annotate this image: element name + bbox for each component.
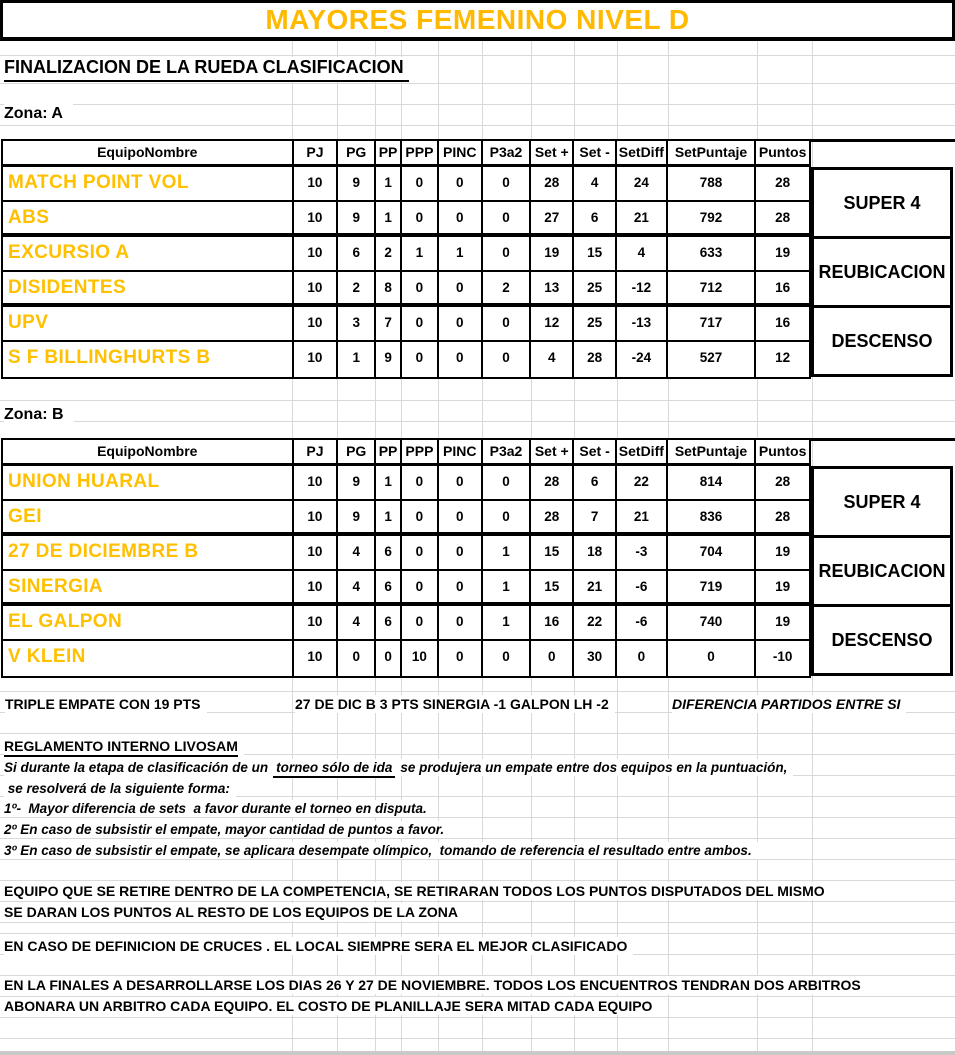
stat-cell: 0 bbox=[402, 342, 439, 377]
gridline bbox=[0, 125, 955, 126]
stat-cell: -6 bbox=[617, 571, 668, 602]
stat-cell: 0 bbox=[483, 342, 532, 377]
stat-cell: 19 bbox=[775, 245, 791, 260]
stat-cell: 2 bbox=[338, 272, 376, 303]
table-row bbox=[3, 307, 809, 342]
stat-cell: 0 bbox=[439, 641, 483, 676]
table-row bbox=[3, 641, 809, 676]
column-header: PPP bbox=[402, 440, 439, 463]
stat-cell: 12 bbox=[775, 350, 791, 365]
gridline bbox=[0, 922, 955, 923]
stat-cell: 0 bbox=[483, 202, 532, 233]
team-name: GEI bbox=[3, 501, 294, 532]
classification-box: SUPER 4 bbox=[811, 167, 953, 239]
stat-cell: 28 bbox=[775, 509, 791, 524]
stat-cell: 19 bbox=[775, 579, 791, 594]
stat-cell: -13 bbox=[617, 307, 668, 340]
header-border-extension bbox=[810, 438, 955, 441]
stat-cell: 10 bbox=[294, 501, 339, 532]
stat-cell: 28 bbox=[531, 466, 574, 499]
stat-cell: 21 bbox=[574, 571, 617, 602]
stat-cell: 25 bbox=[574, 307, 617, 340]
stat-cell: 0 bbox=[439, 307, 483, 340]
stat-cell: 0 bbox=[483, 466, 532, 499]
stat-cell: 0 bbox=[338, 641, 376, 676]
stat-cell: 10 bbox=[294, 272, 339, 303]
stat-cell: 25 bbox=[574, 272, 617, 303]
stat-cell: 0 bbox=[402, 466, 439, 499]
note-retirement-1: EQUIPO QUE SE RETIRE DENTRO DE LA COMPETENCIA, SE RETIRARAN TODOS LOS PUNTOS DISPUTADOS DEL MISMO bbox=[4, 882, 831, 900]
stat-cell: 0 bbox=[617, 641, 668, 676]
stat-cell: -12 bbox=[617, 272, 668, 303]
stat-cell: 28 bbox=[775, 474, 791, 489]
gridline bbox=[0, 933, 955, 934]
stat-cell: 704 bbox=[668, 536, 757, 569]
zone-b-label: Zona: B bbox=[4, 405, 74, 425]
stat-cell: 0 bbox=[439, 342, 483, 377]
stat-cell: 0 bbox=[402, 536, 439, 569]
column-header: SetDiff bbox=[617, 440, 668, 463]
classification-box: REUBICACION bbox=[811, 535, 953, 607]
stat-cell: 10 bbox=[294, 606, 339, 639]
column-header: EquipoNombre bbox=[3, 141, 294, 164]
stat-cell: 21 bbox=[617, 501, 668, 532]
stat-cell: -6 bbox=[617, 606, 668, 639]
header-border-extension bbox=[810, 139, 955, 142]
stat-cell: 4 bbox=[338, 571, 376, 602]
table-row bbox=[3, 606, 809, 641]
team-name: MATCH POINT VOL bbox=[3, 167, 294, 200]
stat-cell: 0 bbox=[483, 641, 532, 676]
note-crosses: EN CASO DE DEFINICION DE CRUCES . EL LOCAL SIEMPRE SERA EL MEJOR CLASIFICADO bbox=[4, 937, 633, 955]
gridline bbox=[0, 1017, 955, 1018]
stat-cell: 2 bbox=[483, 272, 532, 303]
column-header: PINC bbox=[439, 440, 483, 463]
zone-a-label: Zona: A bbox=[4, 104, 73, 124]
regulation-item-2: 2º En caso de subsistir el empate, mayor cantidad de puntos a favor. bbox=[4, 821, 450, 838]
column-header: EquipoNombre bbox=[3, 440, 294, 463]
stat-cell: 4 bbox=[531, 342, 574, 377]
stat-cell: 9 bbox=[338, 202, 376, 233]
team-name: S F BILLINGHURTS B bbox=[3, 342, 294, 377]
team-name: V KLEIN bbox=[3, 641, 294, 676]
stat-cell: 15 bbox=[574, 237, 617, 270]
stat-cell: 30 bbox=[574, 641, 617, 676]
stat-cell: 12 bbox=[531, 307, 574, 340]
stat-cell: 28 bbox=[574, 342, 617, 377]
stat-cell: 0 bbox=[483, 237, 532, 270]
stat-cell: 814 bbox=[668, 466, 757, 499]
table-header-row bbox=[3, 141, 809, 167]
stat-cell: 0 bbox=[668, 641, 757, 676]
stat-cell: 16 bbox=[531, 606, 574, 639]
stat-cell: 788 bbox=[668, 167, 757, 200]
stat-cell: 6 bbox=[338, 237, 376, 270]
stat-cell: 0 bbox=[439, 501, 483, 532]
stat-cell: 1 bbox=[376, 466, 402, 499]
stat-cell: 2 bbox=[376, 237, 402, 270]
gridline bbox=[0, 817, 955, 818]
column-header: Set + bbox=[531, 141, 574, 164]
column-header: PP bbox=[376, 440, 402, 463]
stat-cell: 24 bbox=[617, 167, 668, 200]
team-name: DISIDENTES bbox=[3, 272, 294, 303]
stat-cell: 13 bbox=[531, 272, 574, 303]
sheet-bottom-edge bbox=[0, 1051, 955, 1055]
tiebreak-note-criterion: DIFERENCIA PARTIDOS ENTRE SI bbox=[672, 695, 906, 713]
gridline bbox=[0, 55, 955, 56]
stat-cell: 1 bbox=[376, 501, 402, 532]
team-name: UPV bbox=[3, 307, 294, 340]
title-bar bbox=[0, 0, 955, 41]
stat-cell: 712 bbox=[668, 272, 757, 303]
stat-cell: 0 bbox=[439, 466, 483, 499]
stat-cell: 1 bbox=[376, 167, 402, 200]
column-header: PG bbox=[338, 141, 376, 164]
stat-cell: 28 bbox=[775, 210, 791, 225]
standings-table-zone-a bbox=[1, 139, 811, 379]
column-header: PPP bbox=[402, 141, 439, 164]
column-header: Set - bbox=[574, 440, 617, 463]
stat-cell: 10 bbox=[402, 641, 439, 676]
stat-cell: 21 bbox=[617, 202, 668, 233]
gridline bbox=[0, 880, 955, 881]
stat-cell: -24 bbox=[617, 342, 668, 377]
classification-box: DESCENSO bbox=[811, 305, 953, 377]
stat-cell: 10 bbox=[294, 167, 339, 200]
classification-column-zone-b bbox=[811, 466, 953, 676]
stat-cell: 0 bbox=[376, 641, 402, 676]
regulation-heading-text: REGLAMENTO INTERNO LIVOSAM bbox=[4, 738, 238, 757]
team-name: EXCURSIO A bbox=[3, 237, 294, 270]
stat-cell: 3 bbox=[338, 307, 376, 340]
stat-cell: 28 bbox=[531, 501, 574, 532]
gridline bbox=[0, 901, 955, 902]
stat-cell: 4 bbox=[617, 237, 668, 270]
stat-cell: 0 bbox=[483, 167, 532, 200]
rule-text-underlined: torneo sólo de ida bbox=[273, 760, 395, 778]
column-header: Set + bbox=[531, 440, 574, 463]
stat-cell: 0 bbox=[531, 641, 574, 676]
table-header-row bbox=[3, 440, 809, 466]
column-header: P3a2 bbox=[483, 440, 532, 463]
stat-cell: 16 bbox=[775, 315, 791, 330]
column-header: PG bbox=[338, 440, 376, 463]
stat-cell: 4 bbox=[338, 536, 376, 569]
stat-cell: 0 bbox=[439, 167, 483, 200]
stat-cell: 27 bbox=[531, 202, 574, 233]
stat-cell: 19 bbox=[531, 237, 574, 270]
gridline bbox=[0, 83, 955, 84]
stat-cell: 0 bbox=[483, 501, 532, 532]
regulation-item-1: 1º- Mayor diferencia de sets a favor durante el torneo en disputa. bbox=[4, 800, 433, 817]
standings-table-zone-b bbox=[1, 438, 811, 678]
stat-cell: 0 bbox=[402, 606, 439, 639]
regulation-line-1 bbox=[4, 759, 793, 776]
table-row bbox=[3, 536, 809, 571]
stat-cell: 18 bbox=[574, 536, 617, 569]
stat-cell: 15 bbox=[531, 536, 574, 569]
stat-cell: 7 bbox=[574, 501, 617, 532]
stat-cell: 28 bbox=[531, 167, 574, 200]
stat-cell: 15 bbox=[531, 571, 574, 602]
team-name: UNION HUARAL bbox=[3, 466, 294, 499]
page-title: MAYORES FEMENINO NIVEL D bbox=[265, 4, 690, 35]
rule-text-post: se produjera un empate entre dos equipos en la puntuación, bbox=[400, 760, 788, 775]
stat-cell: 0 bbox=[402, 307, 439, 340]
stat-cell: 22 bbox=[617, 466, 668, 499]
stat-cell: 527 bbox=[668, 342, 757, 377]
stat-cell: 719 bbox=[668, 571, 757, 602]
column-header: Set - bbox=[574, 141, 617, 164]
column-header: PJ bbox=[294, 141, 339, 164]
stat-cell: 22 bbox=[574, 606, 617, 639]
stat-cell: 0 bbox=[439, 571, 483, 602]
stat-cell: 10 bbox=[294, 466, 339, 499]
stat-cell: 6 bbox=[574, 202, 617, 233]
table-row bbox=[3, 202, 809, 237]
classification-box: REUBICACION bbox=[811, 236, 953, 308]
stat-cell: 10 bbox=[294, 307, 339, 340]
stat-cell: 10 bbox=[294, 536, 339, 569]
stat-cell: 717 bbox=[668, 307, 757, 340]
column-header: P3a2 bbox=[483, 141, 532, 164]
team-name: SINERGIA bbox=[3, 571, 294, 602]
stat-cell: 792 bbox=[668, 202, 757, 233]
team-name: 27 DE DICIEMBRE B bbox=[3, 536, 294, 569]
table-row bbox=[3, 342, 809, 377]
stat-cell: 10 bbox=[294, 641, 339, 676]
column-header: PINC bbox=[439, 141, 483, 164]
section-heading: FINALIZACION DE LA RUEDA CLASIFICACION bbox=[4, 57, 409, 82]
stat-cell: 7 bbox=[376, 307, 402, 340]
table-row bbox=[3, 571, 809, 606]
column-header: PJ bbox=[294, 440, 339, 463]
gridline bbox=[0, 421, 955, 422]
stat-cell: 19 bbox=[775, 544, 791, 559]
stat-cell: -10 bbox=[772, 649, 793, 664]
tiebreak-note-left: TRIPLE EMPATE CON 19 PTS bbox=[5, 695, 207, 713]
stat-cell: 1 bbox=[483, 571, 532, 602]
gridline bbox=[0, 691, 955, 692]
stat-cell: 0 bbox=[402, 272, 439, 303]
stat-cell: 4 bbox=[338, 606, 376, 639]
gridline bbox=[0, 1038, 955, 1039]
stat-cell: 4 bbox=[574, 167, 617, 200]
table-row bbox=[3, 466, 809, 501]
stat-cell: 16 bbox=[775, 280, 791, 295]
gridline bbox=[0, 104, 955, 105]
table-row bbox=[3, 237, 809, 272]
stat-cell: 6 bbox=[376, 606, 402, 639]
stat-cell: 0 bbox=[483, 307, 532, 340]
classification-column-zone-a bbox=[811, 167, 953, 377]
tiebreak-note-detail: 27 DE DIC B 3 PTS SINERGIA -1 GALPON LH -2 bbox=[295, 695, 615, 713]
stat-cell: 633 bbox=[668, 237, 757, 270]
stat-cell: 10 bbox=[294, 571, 339, 602]
table-row bbox=[3, 501, 809, 536]
stat-cell: 0 bbox=[439, 606, 483, 639]
stat-cell: 9 bbox=[338, 501, 376, 532]
stat-cell: 9 bbox=[338, 167, 376, 200]
regulation-line-2: se resolverá de la siguiente forma: bbox=[4, 780, 236, 797]
stat-cell: 6 bbox=[376, 536, 402, 569]
stat-cell: 6 bbox=[574, 466, 617, 499]
stat-cell: 740 bbox=[668, 606, 757, 639]
stat-cell: 9 bbox=[338, 466, 376, 499]
classification-box: DESCENSO bbox=[811, 604, 953, 676]
note-finals-2: ABONARA UN ARBITRO CADA EQUIPO. EL COSTO DE PLANILLAJE SERA MITAD CADA EQUIPO bbox=[4, 997, 658, 1015]
stat-cell: 0 bbox=[402, 571, 439, 602]
note-retirement-2: SE DARAN LOS PUNTOS AL RESTO DE LOS EQUIPOS DE LA ZONA bbox=[4, 903, 464, 921]
stat-cell: 28 bbox=[775, 175, 791, 190]
column-header: SetPuntaje bbox=[668, 141, 757, 164]
stat-cell: 0 bbox=[439, 202, 483, 233]
team-name: ABS bbox=[3, 202, 294, 233]
column-header: SetPuntaje bbox=[668, 440, 757, 463]
stat-cell: 0 bbox=[439, 272, 483, 303]
column-header: Puntos bbox=[758, 443, 807, 459]
stat-cell: 19 bbox=[775, 614, 791, 629]
stat-cell: 0 bbox=[402, 167, 439, 200]
table-row bbox=[3, 272, 809, 307]
stat-cell: 8 bbox=[376, 272, 402, 303]
rule-text-pre: Si durante la etapa de clasificación de un bbox=[4, 760, 269, 775]
stat-cell: 10 bbox=[294, 342, 339, 377]
table-row bbox=[3, 167, 809, 202]
stat-cell: 0 bbox=[402, 202, 439, 233]
stat-cell: 1 bbox=[376, 202, 402, 233]
gridline bbox=[0, 733, 955, 734]
gridline bbox=[0, 838, 955, 839]
stat-cell: 1 bbox=[483, 536, 532, 569]
column-header: Puntos bbox=[758, 144, 807, 160]
note-finals-1: EN LA FINALES A DESARROLLARSE LOS DIAS 26 Y 27 DE NOVIEMBRE. TODOS LOS ENCUENTROS TENDRAN DOS ARBITROS bbox=[4, 976, 867, 994]
stat-cell: 1 bbox=[439, 237, 483, 270]
stat-cell: 10 bbox=[294, 202, 339, 233]
stat-cell: 9 bbox=[376, 342, 402, 377]
stat-cell: 1 bbox=[483, 606, 532, 639]
stat-cell: 10 bbox=[294, 237, 339, 270]
gridline bbox=[0, 859, 955, 860]
stat-cell: 6 bbox=[376, 571, 402, 602]
classification-box: SUPER 4 bbox=[811, 466, 953, 538]
stat-cell: -3 bbox=[617, 536, 668, 569]
column-header: PP bbox=[376, 141, 402, 164]
regulation-item-3: 3º En caso de subsistir el empate, se aplicara desempate olímpico, tomando de referencia el resultado entre ambos. bbox=[4, 842, 758, 859]
stat-cell: 1 bbox=[402, 237, 439, 270]
team-name: EL GALPON bbox=[3, 606, 294, 639]
stat-cell: 1 bbox=[338, 342, 376, 377]
stat-cell: 836 bbox=[668, 501, 757, 532]
column-header: SetDiff bbox=[617, 141, 668, 164]
stat-cell: 0 bbox=[402, 501, 439, 532]
regulation-heading bbox=[4, 737, 244, 755]
stat-cell: 0 bbox=[439, 536, 483, 569]
gridline bbox=[0, 400, 955, 401]
